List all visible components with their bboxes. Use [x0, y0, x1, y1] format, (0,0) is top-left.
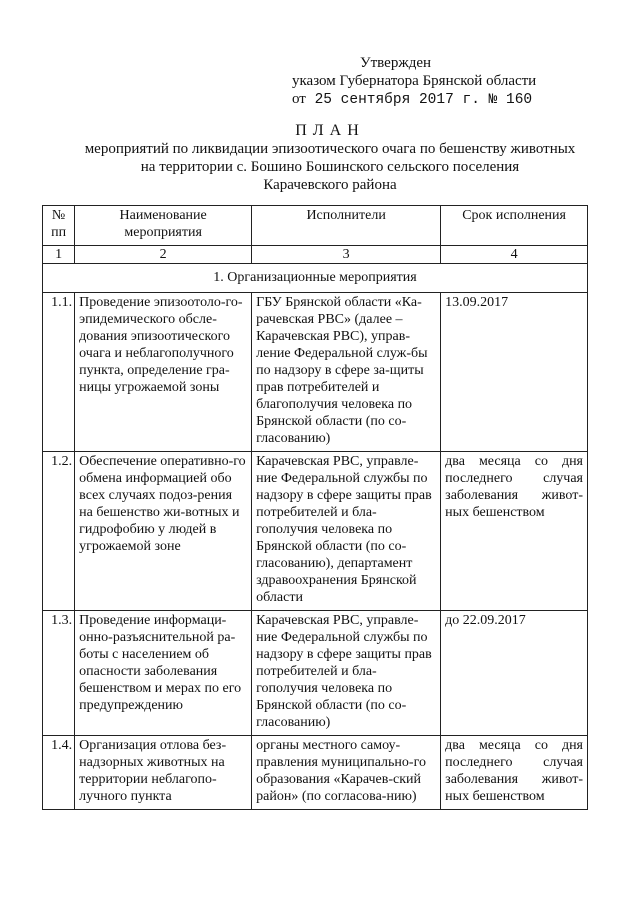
header-executors: Исполнители: [252, 206, 441, 246]
row-deadline: до 22.09.2017: [441, 611, 588, 736]
header-deadline: Срок исполнения: [441, 206, 588, 246]
row-number: 1.2.: [43, 452, 75, 611]
table-row: [43, 611, 588, 736]
plan-subtitle-2: на территории с. Бошино Бошинского сельского поселения: [140, 159, 520, 175]
table-row: [43, 736, 588, 810]
row-deadline: два месяца со дня последнего случая заболевания живот-ных бешенством: [441, 452, 588, 611]
table-row: [43, 452, 588, 611]
table-header-row: [43, 206, 588, 246]
column-number-4: 4: [441, 246, 588, 264]
row-executors: органы местного самоу-правления муниципально-го образования «Карачев-ский район» (по согласова-нию): [252, 736, 441, 810]
approval-date-prefix: от: [292, 91, 306, 107]
header-name: Наименование мероприятия: [75, 206, 252, 246]
table-row: [43, 293, 588, 452]
row-name: Проведение информаци-онно-разъяснительной ра-боты с населением об опасности заболевания бешенством и мерах по его предупреждению: [75, 611, 252, 736]
row-name: Проведение эпизоотоло-го-эпидемического обсле-дования эпизоотического очага и неблагополучного пункта, определение гра-ницы угрожаемой зоны: [75, 293, 252, 452]
row-executors: Карачевская РВС, управле-ние Федеральной службы по надзору в сфере защиты прав потребителей и бла-гополучия человека по Брянской области (по со-гласованию), департамент здравоохранения Брянской области: [252, 452, 441, 611]
row-name: Обеспечение оперативно-го обмена информацией обо всех случаях подоз-рения на бешенство жи-вотных и гидрофобию у людей в угрожаемой зоне: [75, 452, 252, 611]
row-number: 1.1.: [43, 293, 75, 452]
section-title: 1. Организационные мероприятия: [43, 264, 588, 293]
approval-date-value: 25 сентября 2017 г. № 160: [314, 92, 533, 108]
row-deadline: два месяца со дня последнего случая заболевания живот-ных бешенством: [441, 736, 588, 810]
row-number: 1.4.: [43, 736, 75, 810]
row-executors: ГБУ Брянской области «Ка-рачевская РВС» (далее – Карачевская РВС), управ-ление Федеральной служ-бы по надзору в сфере за-щиты прав потребителей и благополучия человека по Брянской области (по со-гласованию): [252, 293, 441, 452]
plan-word: ПЛАН: [295, 122, 365, 139]
column-number-1: 1: [43, 246, 75, 264]
header-number: № пп: [43, 206, 75, 246]
approval-title: Утвержден: [360, 55, 432, 71]
plan-heading: [40, 122, 620, 194]
row-number: 1.3.: [43, 611, 75, 736]
column-number-2: 2: [75, 246, 252, 264]
column-number-3: 3: [252, 246, 441, 264]
measures-table: [42, 205, 588, 810]
row-name: Организация отлова без-надзорных животных на территории неблагопо-лучного пункта: [75, 736, 252, 810]
approval-date: [292, 90, 622, 109]
row-deadline: 13.09.2017: [441, 293, 588, 452]
row-executors: Карачевская РВС, управле-ние Федеральной службы по надзору в сфере защиты прав потребителей и бла-гополучия человека по Брянской области (по со-гласованию): [252, 611, 441, 736]
column-numbers-row: [43, 246, 588, 264]
approval-decree: указом Губернатора Брянской области: [292, 73, 537, 89]
approval-block: [292, 54, 622, 109]
plan-subtitle-1: мероприятий по ликвидации эпизоотического очага по бешенству животных: [84, 141, 576, 157]
plan-subtitle-3: Карачевского района: [263, 177, 397, 193]
section-row: [43, 264, 588, 293]
